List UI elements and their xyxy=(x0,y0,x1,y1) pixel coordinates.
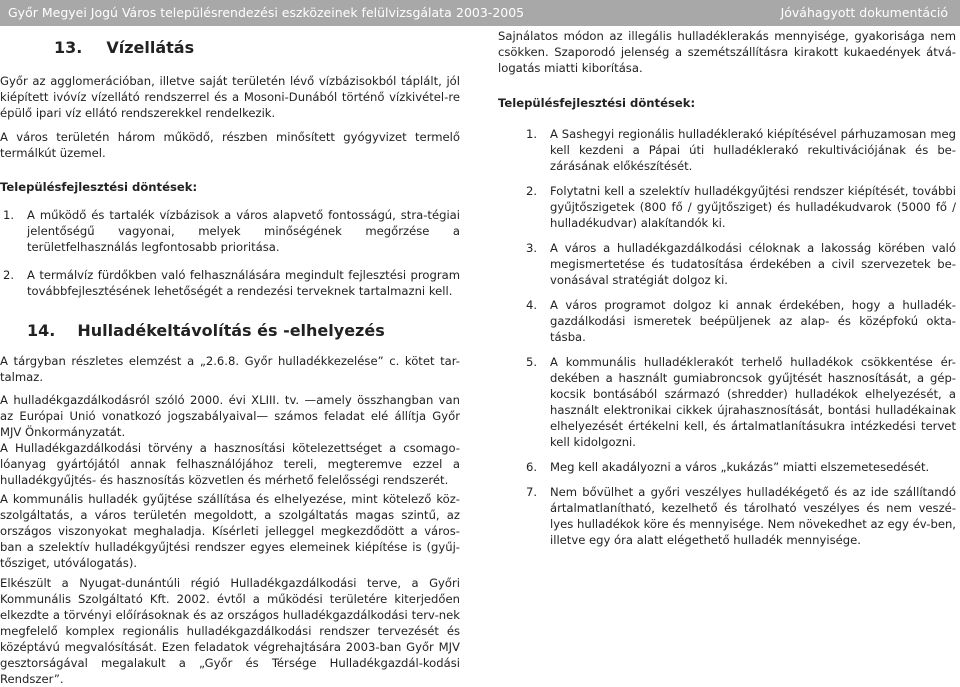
list-item-number: 7. xyxy=(526,485,538,499)
list-item-number: 5. xyxy=(526,355,538,369)
list-item-text: A Sashegyi regionális hulladéklerakó kiépítésével párhuzamosan meg kell kezdeni a Pápai úti hulladéklerakó rekultivációjának és be-zárásának előkészítését. xyxy=(550,127,956,173)
waste-decisions-list xyxy=(526,126,956,548)
list-item-number: 1. xyxy=(526,127,538,141)
list-item-number: 1. xyxy=(3,208,15,222)
list-item xyxy=(526,240,956,288)
paragraph-illegal-dumping: Sajnálatos módon az illegális hulladéklerakás mennyisége, gyakorisága nem csökken. Szaporodó jelenség a szemétszállításra kirakott kukaedények átvá-logatás miatti kiborítása. xyxy=(498,29,956,75)
list-item-text: A város a hulladékgazdálkodási céloknak a lakosság körében való megismertetése és tudatosítása érdekében a civil szervezetek be-vonásával stratégiát dolgoz ki. xyxy=(550,241,956,287)
section-13-title: Vízellátás xyxy=(106,38,195,57)
paragraph-recovery-obligation: A Hulladékgazdálkodási törvény a hasznosítási kötelezettséget a csomago-lóanyag gyártójától annak felhasználójához tereli, megteremve ezzel a hulladékgyűjtés- és hasznosítás közvetlen és mérhető felelősségi rendszerét. xyxy=(0,441,460,487)
water-decisions-list xyxy=(3,207,460,299)
list-item xyxy=(526,459,956,475)
list-item-text: A működő és tartalék vízbázisok a város alapvető fontosságú, stra-tégiai jelentőségű vagyonai, melyek minőségének megőrzése a területfelhasználás legfontosabb prioritása. xyxy=(27,208,460,254)
paragraph-reference: A tárgyban részletes elemzést a „2.6.8. Győr hulladékkezelése” c. kötet tar-talmaz. xyxy=(0,354,460,384)
section-14-number: 14. xyxy=(27,321,56,340)
section-14-title: Hulladékeltávolítás és -elhelyezés xyxy=(77,321,385,340)
list-item-number: 2. xyxy=(3,268,15,282)
list-item-number: 2. xyxy=(526,184,538,198)
header-years: 2003-2005 xyxy=(456,5,525,20)
list-item-number: 6. xyxy=(526,460,538,474)
header-title: Győr Megyei Jogú Város településrendezési eszközeinek felülvizsgálata xyxy=(8,5,452,20)
list-item xyxy=(526,484,956,548)
header-status: Jóváhagyott dokumentáció xyxy=(780,5,948,20)
list-item xyxy=(526,126,956,174)
list-item-text: A város programot dolgoz ki annak érdekében, hogy a hulladék-gazdálkodási ismeretek beépüljenek az alap- és középfokú okta-tásba. xyxy=(550,298,956,344)
paragraph-thermal-wells: A város területén három működő, részben minősített gyógyvizet termelő termálkút üzemel. xyxy=(0,130,460,160)
list-item-text: Folytatni kell a szelektív hulladékgyűjtési rendszer kiépítését, további gyűjtőszigetek (800 fő / gyűjtősziget) és hulladékudvarok (5000 fő / hulladékudvar) alakítandók ki. xyxy=(550,184,956,230)
list-item xyxy=(3,207,460,255)
paragraph-waste-law: A hulladékgazdálkodásról szóló 2000. évi XLIII. tv. —amely összhangban van az Európai Unió vonatkozó jogszabályaival— számos feladat elé állítja Győr MJV Önkormányzatát. xyxy=(0,393,460,439)
decisions-heading-left: Településfejlesztési döntések: xyxy=(0,180,198,194)
list-item-text: Nem bővülhet a győri veszélyes hulladékégető és az ide szállítandó ártalmatlanítható, kezelhető és tárolható veszélyes és nem veszé-lyes hulladékok köre és mennyisége. Nem növekedhet az egy év-ben, illetve egy óra alatt elégethető hulladék mennyisége. xyxy=(550,485,956,547)
list-item xyxy=(526,354,956,450)
section-13-number: 13. xyxy=(54,38,83,57)
document-header xyxy=(0,0,960,26)
section-13-heading xyxy=(54,40,194,56)
list-item-number: 4. xyxy=(526,298,538,312)
paragraph-regional-plan: Elkészült a Nyugat-dunántúli régió Hulladékgazdálkodási terve, a Győri Kommunális Szolgáltató Kft. 2002. évtől a működési területére kiterjedően elkezdte a törvényi előírásoknak és az országos hulladékgazdálkodási terv-nek megfelelő komplex regionális hulladékgazdálkodási rendszer tervezését és középtávú megvalósítását. Ezen feladatok végrehajtására 2003-ban Győr MJV gesztorságával megalakult a „Győr és Térsége Hulladékgazdál-kodási Rendszer”. xyxy=(0,576,460,686)
list-item-number: 3. xyxy=(526,241,538,255)
section-14-heading xyxy=(27,323,385,339)
paragraph-water-supply: Győr az agglomerációban, illetve saját területén lévő vízbázisokból táplált, jól kiépített ivóvíz vízellátó rendszerrel és a Mosoni-Dunából történő vízkivétel-re épülő ipari víz ellátó rendszerekkel rendelkezik. xyxy=(0,74,460,120)
list-item xyxy=(3,267,460,299)
list-item xyxy=(526,183,956,231)
paragraph-municipal-waste: A kommunális hulladék gyűjtése szállítása és elhelyezése, mint kötelező köz-szolgáltatás, a város területén megoldott, a szolgáltatás magas szintű, az országos viszonyokat meghaladja. Kísérleti jelleggel megkezdődött a város-ban a szelektív hulladékgyűjtési rendszer egyes elemeinek kiépítése is (gyűj-tősziget, utóválogatás). xyxy=(0,492,460,570)
decisions-heading-right: Településfejlesztési döntések: xyxy=(498,96,696,110)
list-item-text: A termálvíz fürdőkben való felhasználására megindult fejlesztési program továbbfejlesztésének lehetőségét a rendezési terveknek tartalmazni kell. xyxy=(27,268,460,298)
list-item xyxy=(526,297,956,345)
list-item-text: A kommunális hulladéklerakót terhelő hulladékok csökkentése ér-dekében a használt gumiabroncsok gyűjtését hasznosítását, a gép-kocsik bontásából származó (shredder) hulladékok elhelyezését, a használt elektronikai cikkek újrahasznosítását, bontási hulladékainak elhelyezését értékelni kell, és ártalmatlanításukra intézkedési tervet kell kidolgozni. xyxy=(550,355,956,449)
list-item-text: Meg kell akadályozni a város „kukázás” miatti elszemetesedését. xyxy=(550,460,930,474)
